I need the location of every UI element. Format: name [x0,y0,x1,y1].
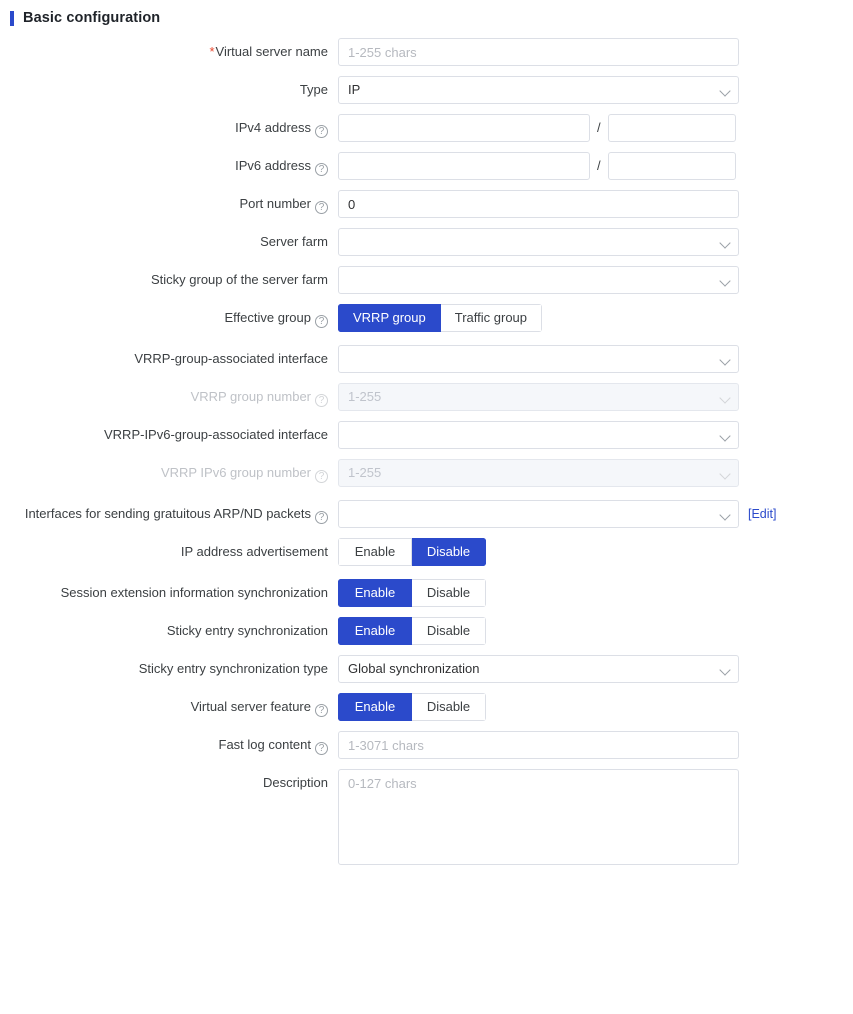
help-icon[interactable]: ? [315,315,328,328]
section-accent-bar [10,11,14,26]
ip-address-advertisement-enable-button[interactable]: Enable [338,538,412,566]
label-gratuitous-arp-interfaces: Interfaces for sending gratuitous ARP/ND packets ? [0,500,338,528]
gratuitous-arp-interfaces-select[interactable] [338,500,739,528]
label-vrrp-ipv6-group-number: VRRP IPv6 group number ? [0,459,338,487]
sticky-group-select[interactable] [338,266,739,294]
virtual-server-feature-disable-button[interactable]: Disable [412,693,486,721]
label-type: Type [299,82,328,97]
server-farm-select[interactable] [338,228,739,256]
help-icon[interactable]: ? [315,742,328,755]
sticky-entry-sync-type-select[interactable] [338,655,739,683]
label-ipv4-address: IPv4 address ? [0,114,338,142]
sticky-entry-sync-enable-button[interactable]: Enable [338,617,412,645]
row-vrrp-ipv6-group-interface [0,421,853,449]
help-icon: ? [315,470,328,483]
row-effective-group [0,304,853,332]
label-vrrp-ipv6-group-interface: VRRP-IPv6-group-associated interface [104,427,328,442]
label-sticky-entry-sync: Sticky entry synchronization [166,623,328,638]
edit-interfaces-link[interactable]: [Edit] [748,507,777,521]
ipv4-separator: / [597,120,601,135]
label-description: Description [262,775,328,790]
ip-address-advertisement-disable-button[interactable]: Disable [412,538,486,566]
row-gratuitous-arp-interfaces [0,500,853,528]
row-ipv4-address [0,114,853,142]
vrrp-group-number-select [338,383,739,411]
row-sticky-entry-sync [0,617,853,645]
vrrp-group-number-value: 1-255 [348,389,382,404]
effective-group-vrrp-button[interactable]: VRRP group [338,304,441,332]
section-header [0,0,853,34]
ipv6-address-input[interactable] [338,152,590,180]
vrrp-ipv6-group-number-value: 1-255 [348,465,382,480]
session-extension-sync-toggle [338,579,486,607]
help-icon[interactable]: ? [315,704,328,717]
row-virtual-server-name [0,38,853,66]
sticky-entry-sync-disable-button[interactable]: Disable [412,617,486,645]
row-ip-address-advertisement [0,538,853,566]
ipv6-separator: / [597,158,601,173]
row-vrrp-ipv6-group-number [0,459,853,487]
label-fast-log-content: Fast log content ? [0,731,338,759]
chevron-down-icon [719,85,730,96]
row-description [0,769,853,865]
effective-group-traffic-button[interactable]: Traffic group [441,304,542,332]
label-ipv6-address: IPv6 address ? [0,152,338,180]
row-session-extension-sync [0,579,853,607]
help-icon[interactable]: ? [315,125,328,138]
fast-log-content-input[interactable] [338,731,739,759]
required-marker: * [209,44,215,59]
ip-address-advertisement-toggle [338,538,486,566]
sticky-entry-sync-type-value: Global synchronization [348,661,480,676]
row-vrrp-group-number [0,383,853,411]
label-port-number: Port number ? [0,190,338,218]
label-virtual-server-name: *Virtual server name [209,44,328,59]
sticky-entry-sync-toggle [338,617,486,645]
chevron-down-icon [719,509,730,520]
vrrp-group-interface-select[interactable] [338,345,739,373]
vrrp-ipv6-group-number-select [338,459,739,487]
label-effective-group: Effective group ? [0,304,338,332]
chevron-down-icon [719,468,730,479]
ipv4-address-input[interactable] [338,114,590,142]
row-ipv6-address [0,152,853,180]
label-vrrp-group-interface: VRRP-group-associated interface [134,351,328,366]
help-icon[interactable]: ? [315,163,328,176]
row-vrrp-group-interface [0,345,853,373]
ipv6-prefix-input[interactable] [608,152,736,180]
label-virtual-server-feature: Virtual server feature ? [0,693,338,721]
type-select[interactable] [338,76,739,104]
chevron-down-icon [719,392,730,403]
help-icon[interactable]: ? [315,201,328,214]
label-sticky-entry-sync-type: Sticky entry synchronization type [138,661,328,676]
label-server-farm: Server farm [260,234,328,249]
page-title: Basic configuration [23,10,161,26]
row-fast-log-content [0,731,853,759]
basic-configuration-form [0,34,853,865]
label-ip-address-advertisement: IP address advertisement [180,544,328,559]
chevron-down-icon [719,275,730,286]
help-icon: ? [315,394,328,407]
vrrp-ipv6-group-interface-select[interactable] [338,421,739,449]
session-extension-sync-disable-button[interactable]: Disable [412,579,486,607]
row-port-number [0,190,853,218]
port-number-input[interactable] [338,190,739,218]
virtual-server-feature-toggle [338,693,486,721]
row-server-farm [0,228,853,256]
type-select-value: IP [348,82,361,97]
effective-group-toggle [338,304,542,332]
ipv4-mask-input[interactable] [608,114,736,142]
row-type [0,76,853,104]
label-sticky-group: Sticky group of the server farm [150,272,328,287]
virtual-server-name-input[interactable] [338,38,739,66]
help-icon[interactable]: ? [315,511,328,524]
chevron-down-icon [719,237,730,248]
label-session-extension-sync: Session extension information synchronization [60,585,328,600]
session-extension-sync-enable-button[interactable]: Enable [338,579,412,607]
chevron-down-icon [719,430,730,441]
chevron-down-icon [719,354,730,365]
row-sticky-entry-sync-type [0,655,853,683]
row-virtual-server-feature [0,693,853,721]
row-sticky-group [0,266,853,294]
virtual-server-feature-enable-button[interactable]: Enable [338,693,412,721]
label-vrrp-group-number: VRRP group number ? [0,383,338,411]
description-textarea[interactable] [338,769,739,865]
chevron-down-icon [719,664,730,675]
